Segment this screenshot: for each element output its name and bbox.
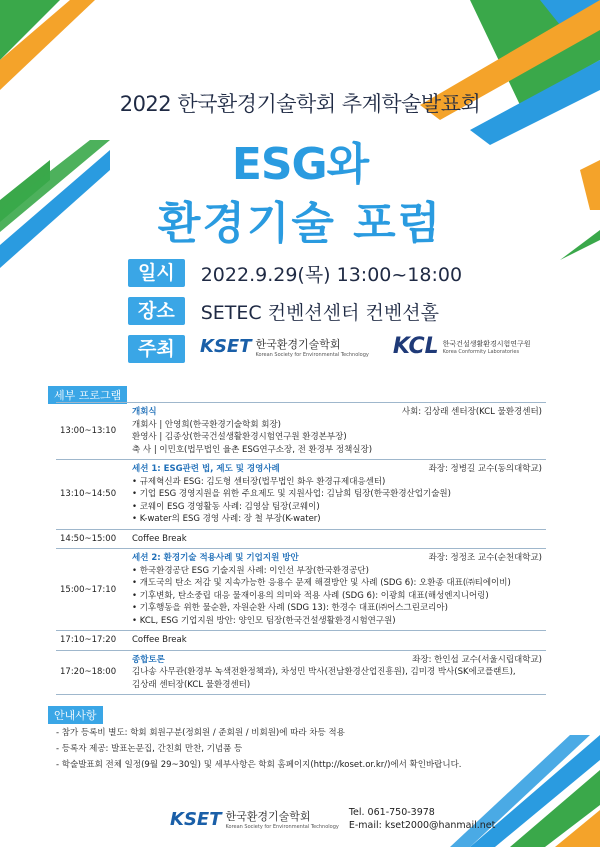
time-cell: 14:50~15:00 xyxy=(56,529,128,549)
list-item: • K-water의 ESG 경영 사례: 장 철 부장(K-water) xyxy=(132,514,321,524)
kcl-logo xyxy=(393,334,531,359)
list-item: • 코웨이 ESG 경영활동 사례: 김영삼 팀장(코웨이) xyxy=(132,501,320,512)
host-logos xyxy=(200,334,531,359)
kset-eng: Korean Society for Environmental Technology xyxy=(255,351,369,358)
notice-section-tag: 안내사항 xyxy=(48,706,103,724)
list-item: 김나송 사무관(환경부 녹색전환정책과), 차성민 박사(전남환경산업진흥원), 김미경 박사(SK에코플랜트), xyxy=(132,667,516,677)
program-section-tag: 세부 프로그램 xyxy=(48,386,127,404)
host-label: 주최 xyxy=(128,335,185,363)
list-item: • 규제혁신과 ESG: 김도형 센터장(법무법인 화우 환경규제대응센터) xyxy=(132,476,386,487)
list-item: • KCL, ESG 기업지원 방안: 양인모 팀장(한국건설생활환경시험연구원) xyxy=(132,615,396,626)
date-label: 일시 xyxy=(128,259,185,287)
time-cell: 13:00~13:10 xyxy=(56,403,128,460)
kset-name: 한국환경기술학회 xyxy=(255,337,341,351)
list-item: 환영사 | 김종상(한국건설생활환경시험연구원 환경본부장) xyxy=(132,432,347,442)
footer-kset-eng: Korean Society for Environmental Technology xyxy=(225,824,339,830)
session-title: 세션 2: 환경기술 적용사례 및 기업지원 방안 xyxy=(132,553,299,563)
table-row xyxy=(56,631,546,651)
list-item: • 개도국의 탄소 저감 및 지속가능한 응용수 문제 해결방안 및 사례 (SDG 6): 오환종 대표(㈜티에이비) xyxy=(132,578,511,588)
list-item: • 기후행동을 위한 물순환, 자원순환 사례 (SDG 13): 한경수 대표(㈜어스그린코리아) xyxy=(132,603,448,613)
footer-email: E-mail: kset2000@hanmail.net xyxy=(348,820,496,831)
session-title: 종합토론 xyxy=(132,654,165,665)
session-chair: 좌장: 한인섭 교수(서울시립대학교) xyxy=(412,654,542,665)
notice-item: - 참가 등록비 별도: 학회 회원구분(정회원 / 준회원 / 비회원)에 따라 차등 적용 xyxy=(56,728,345,738)
session-title: 세션 1: ESG관련 법, 제도 및 경영사례 xyxy=(132,464,280,474)
session-chair: 사회: 김상래 센터장(KCL 물환경센터) xyxy=(401,407,542,417)
notice-list xyxy=(56,725,462,773)
date-value: 2022.9.29(목) 13:00~18:00 xyxy=(200,263,463,286)
event-subtitle: 2022 한국환경기술학회 추계학술발표회 xyxy=(119,92,481,116)
forum-title-line1: ESG와 xyxy=(231,139,369,190)
forum-title-line2: 환경기술 포럼 xyxy=(157,198,443,249)
time-cell: 13:10~14:50 xyxy=(56,460,128,530)
notice-item: - 학술발표회 전체 일정(9월 29~30일) 및 세부사항은 학회 홈페이지(http://koset.or.kr/)에서 확인바랍니다. xyxy=(56,760,462,770)
list-item: 축 사 | 이민호(법무법인 율촌 ESG연구소장, 전 환경부 정책실장) xyxy=(132,444,373,455)
table-row xyxy=(56,650,546,695)
time-cell: 17:20~18:00 xyxy=(56,650,128,695)
session-title: 개회식 xyxy=(132,407,157,417)
info-date xyxy=(128,258,462,288)
notice-item: - 등록자 제공: 발표논문집, 간친회 만찬, 기념품 등 xyxy=(56,744,243,754)
list-item: • 기후변화, 탄소중립 대응 물재이용의 의미와 적용 사례 (SDG 6): 이광희 대표(해성엔지니어링) xyxy=(132,590,489,601)
venue-label: 장소 xyxy=(128,297,185,325)
list-item: • 한국환경공단 ESG 기술지원 사례: 이인선 부장(한국환경공단) xyxy=(132,565,369,576)
footer-kset-name: 한국환경기술학회 xyxy=(225,810,311,823)
list-item: 개회사 | 안영희(한국환경기술학회 회장) xyxy=(132,419,281,430)
table-row xyxy=(56,529,546,549)
footer-kset-logo xyxy=(170,808,339,830)
coffee-break: Coffee Break xyxy=(132,533,187,544)
session-chair: 좌장: 정정조 교수(순천대학교) xyxy=(428,553,542,563)
coffee-break: Coffee Break xyxy=(132,635,187,645)
footer xyxy=(170,806,495,832)
table-row xyxy=(56,460,546,530)
kcl-mark: KCL xyxy=(392,334,439,359)
venue-value: SETEC 컨벤션센터 컨벤션홀 xyxy=(200,301,439,324)
time-cell: 15:00~17:10 xyxy=(56,549,128,631)
time-cell: 17:10~17:20 xyxy=(56,631,128,651)
kset-logo xyxy=(200,336,369,358)
list-item: • 기업 ESG 경영지원을 위한 주요제도 및 지원사업: 김남희 팀장(한국환경산업기술원) xyxy=(132,489,451,499)
info-venue xyxy=(128,296,439,326)
table-row xyxy=(56,403,546,460)
footer-tel: Tel. 061-750-3978 xyxy=(348,807,435,818)
list-item: 김상래 센터장(KCL 물환경센터) xyxy=(132,679,251,690)
kset-mark: KSET xyxy=(200,336,252,357)
kcl-eng: Korea Conformity Laboratories xyxy=(442,348,520,355)
session-chair: 좌장: 정병길 교수(동의대학교) xyxy=(428,464,542,474)
kcl-name: 한국건설생활환경시험연구원 xyxy=(442,339,531,348)
footer-kset-mark: KSET xyxy=(170,808,222,830)
program-table xyxy=(56,402,546,695)
info-host xyxy=(128,334,185,364)
table-row xyxy=(56,549,546,631)
